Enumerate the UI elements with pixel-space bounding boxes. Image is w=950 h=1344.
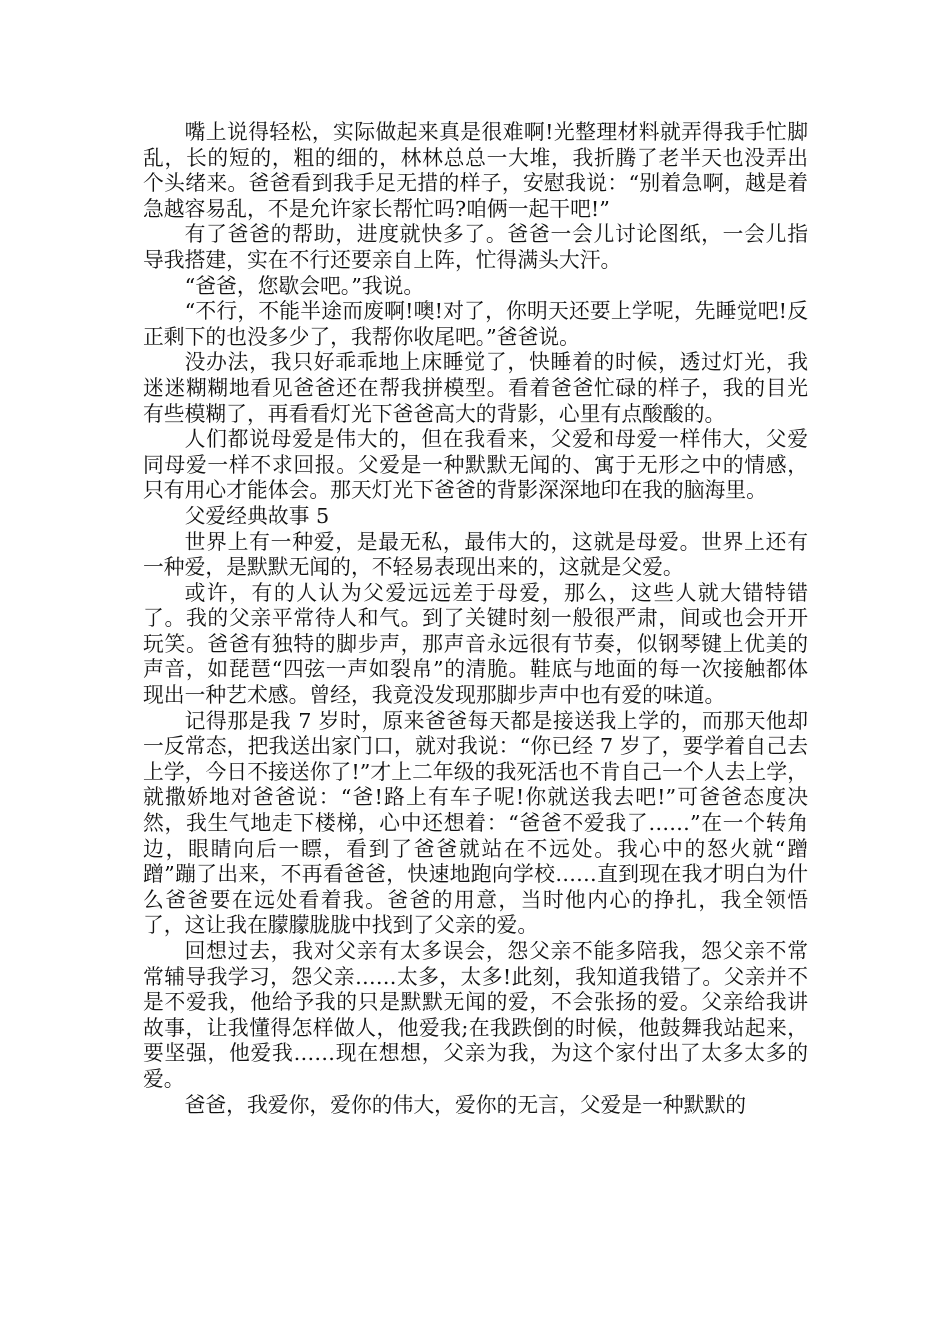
paragraph: 人们都说母爱是伟大的，但在我看来，父爱和母爱一样伟大，父爱同母爱一样不求回报。父爱是一种默默无闻的、寓于无形之中的情感，只有用心才能体会。那天灯光下爸爸的背影深深地印在我的脑海里。 [143,427,808,503]
paragraph: 世界上有一种爱，是最无私，最伟大的，这就是母爱。世界上还有一种爱，是默默无闻的，不轻易表现出来的，这就是父爱。 [143,529,808,580]
paragraph: 嘴上说得轻松，实际做起来真是很难啊!光整理材料就弄得我手忙脚乱，长的短的，粗的细的，林林总总一大堆，我折腾了老半天也没弄出个头绪来。爸爸看到我手足无措的样子，安慰我说：“别着急啊，越是着急越容易乱，不是允许家长帮忙吗?咱俩一起干吧!” [143,120,808,221]
paragraph: “爸爸，您歇会吧。”我说。 [184,273,425,298]
paragraph: 记得那是我 7 岁时，原来爸爸每天都是接送我上学的，而那天他却一反常态，把我送出家门口，就对我说：“你已经 7 岁了，要学着自己去上学，今日不接送你了!”才上二年级的我死活也不肯自己一个人去上学，就撒娇地对爸爸说：“爸!路上有车子呢!你就送我去吧!”可爸爸态度决然，我生气地走下楼梯，心中还想着：“爸爸不爱我了……”在一个转角边，眼睛向后一瞟，看到了爸爸就站在不远处。我心中的怒火就“蹭蹭”蹦了出来，不再看爸爸，快速地跑向学校……直到现在我才明白为什么爸爸要在远处看着我。爸爸的用意，当时他内心的挣扎，我全领悟了，这让我在朦朦胧胧中找到了父亲的爱。 [143,708,808,938]
paragraph: 回想过去，我对父亲有太多误会，怨父亲不能多陪我，怨父亲不常常辅导我学习，怨父亲……太多，太多!此刻，我知道我错了。父亲并不是不爱我，他给予我的只是默默无闻的爱，不会张扬的爱。父亲给我讲故事，让我懂得怎样做人，他爱我;在我跌倒的时候，他鼓舞我站起来，要坚强，他爱我……现在想想，父亲为我，为这个家付出了太多太多的爱。 [143,939,808,1091]
paragraph: “不行，不能半途而废啊!噢!对了，你明天还要上学呢，先睡觉吧!反正剩下的也没多少了，我帮你收尾吧。”爸爸说。 [143,299,808,349]
paragraph: 或许，有的人认为父爱远远差于母爱，那么，这些人就大错特错了。我的父亲平常待人和气。到了关键时刻一般很严肃，间或也会开开玩笑。爸爸有独特的脚步声，那声音永远很有节奏，似钢琴键上优美的声音，如琵琶“四弦一声如裂帛”的清脆。鞋底与地面的每一次接触都体现出一种艺术感。曾经，我竟没发现那脚步声中也有爱的味道。 [143,580,808,708]
document-page [143,120,808,1118]
paragraph: 爸爸，我爱你，爱你的伟大，爱你的无言，父爱是一种默默的 [184,1092,747,1117]
section-title: 父爱经典故事 5 [184,503,330,528]
paragraph: 有了爸爸的帮助，进度就快多了。爸爸一会儿讨论图纸，一会儿指导我搭建，实在不行还要亲自上阵，忙得满头大汗。 [143,222,808,272]
paragraph: 没办法，我只好乖乖地上床睡觉了，快睡着的时候，透过灯光，我迷迷糊糊地看见爸爸还在帮我拼模型。看着爸爸忙碌的样子，我的目光有些模糊了，再看看灯光下爸爸高大的背影，心里有点酸酸的。 [143,350,808,426]
